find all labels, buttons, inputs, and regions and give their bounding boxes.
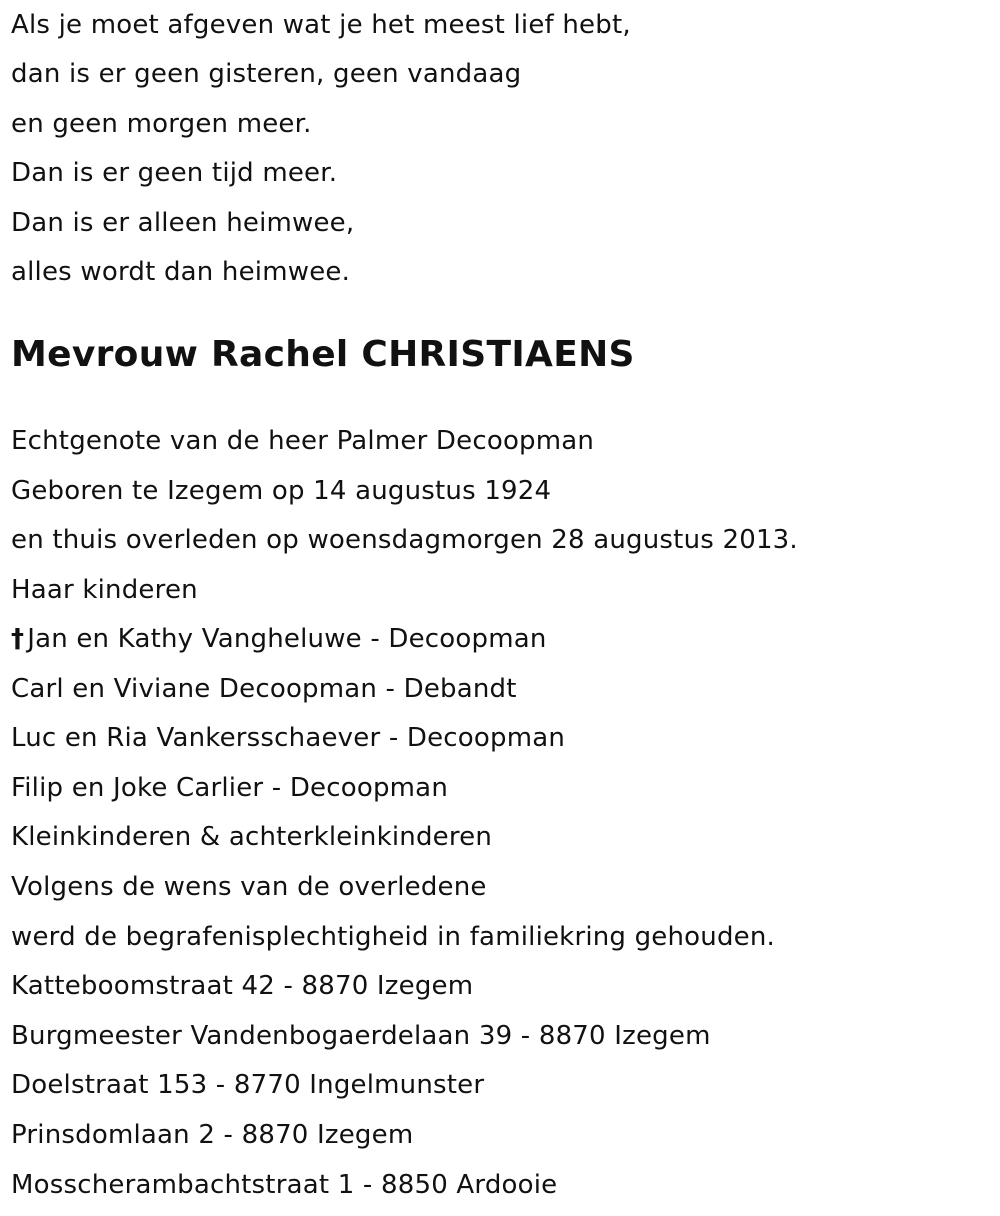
poem-line-5: Dan is er alleen heimwee, (11, 208, 355, 238)
children-heading: Haar kinderen (11, 575, 198, 605)
deceased-name-title: Mevrouw Rachel CHRISTIAENS (11, 334, 635, 375)
spouse-line: Echtgenote van de heer Palmer Decoopman (11, 426, 595, 456)
cross-icon: † (11, 624, 25, 654)
address-line-4: Prinsdomlaan 2 - 8870 Izegem (11, 1120, 414, 1150)
address-line-3: Doelstraat 153 - 8770 Ingelmunster (11, 1070, 485, 1100)
child-line-4: Filip en Joke Carlier - Decoopman (11, 773, 448, 803)
poem-line-3: en geen morgen meer. (11, 109, 312, 139)
child-deceased-line (11, 624, 547, 654)
child-deceased-name: Jan en Kathy Vangheluwe - Decoopman (27, 624, 547, 654)
child-line-3: Luc en Ria Vankersschaever - Decoopman (11, 723, 566, 753)
poem-line-1: Als je moet afgeven wat je het meest lief hebt, (11, 10, 631, 40)
address-line-2: Burgmeester Vandenbogaerdelaan 39 - 8870 Izegem (11, 1021, 711, 1051)
birth-line: Geboren te Izegem op 14 augustus 1924 (11, 476, 552, 506)
poem-line-4: Dan is er geen tijd meer. (11, 158, 338, 188)
wish-line-1: Volgens de wens van de overledene (11, 872, 487, 902)
child-line-2: Carl en Viviane Decoopman - Debandt (11, 674, 517, 704)
address-line-1: Katteboomstraat 42 - 8870 Izegem (11, 971, 474, 1001)
death-line: en thuis overleden op woensdagmorgen 28 augustus 2013. (11, 525, 798, 555)
grandchildren-line: Kleinkinderen & achterkleinkinderen (11, 822, 493, 852)
wish-line-2: werd de begrafenisplechtigheid in familiekring gehouden. (11, 922, 776, 952)
address-line-5: Mosscherambachtstraat 1 - 8850 Ardooie (11, 1170, 558, 1200)
poem-line-6: alles wordt dan heimwee. (11, 257, 351, 287)
poem-line-2: dan is er geen gisteren, geen vandaag (11, 59, 522, 89)
